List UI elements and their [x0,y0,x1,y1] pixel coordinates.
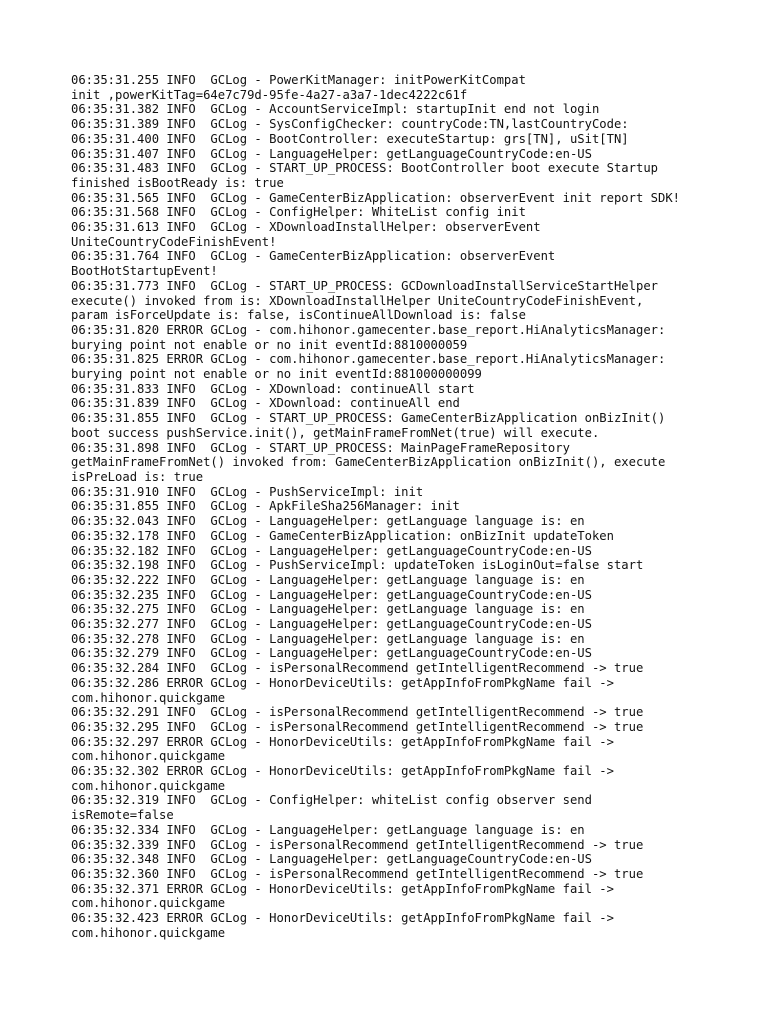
log-line: 06:35:31.820 ERROR GCLog - com.hihonor.gamecenter.base_report.HiAnalyticsManager: [71,322,666,337]
log-line: 06:35:32.291 INFO GCLog - isPersonalRecommend getIntelligentRecommend -> true [71,705,644,720]
log-line: UniteCountryCodeFinishEvent! [71,234,277,249]
log-text [71,73,751,940]
log-line: isPreLoad is: true [71,469,204,484]
log-line: 06:35:32.348 INFO GCLog - LanguageHelper: getLanguageCountryCode:en-US [71,852,592,867]
log-line: 06:35:31.855 INFO GCLog - START_UP_PROCESS: GameCenterBizApplication onBizInit() [71,411,666,426]
log-line: 06:35:32.334 INFO GCLog - LanguageHelper: getLanguage language is: en [71,822,585,837]
log-line: 06:35:31.764 INFO GCLog - GameCenterBizApplication: observerEvent [71,249,556,264]
log-line: com.hihonor.quickgame [71,749,226,764]
log-line: burying point not enable or no init eventId:881000000099 [71,367,482,382]
log-line: 06:35:31.483 INFO GCLog - START_UP_PROCESS: BootController boot execute Startup [71,161,658,176]
log-line: execute() invoked from is: XDownloadInstallHelper UniteCountryCodeFinishEvent, [71,293,644,308]
log-line: 06:35:32.178 INFO GCLog - GameCenterBizApplication: onBizInit updateToken [71,528,614,543]
log-line: com.hihonor.quickgame [71,896,226,911]
log-line: 06:35:31.839 INFO GCLog - XDownload: continueAll end [71,396,460,411]
log-line: 06:35:32.423 ERROR GCLog - HonorDeviceUtils: getAppInfoFromPkgName fail -> [71,911,614,926]
log-line: 06:35:32.222 INFO GCLog - LanguageHelper: getLanguage language is: en [71,572,585,587]
log-line: 06:35:31.833 INFO GCLog - XDownload: continueAll start [71,381,475,396]
log-line: 06:35:31.898 INFO GCLog - START_UP_PROCESS: MainPageFrameRepository [71,440,570,455]
log-line: 06:35:31.773 INFO GCLog - START_UP_PROCESS: GCDownloadInstallServiceStartHelper [71,278,658,293]
log-line: 06:35:32.286 ERROR GCLog - HonorDeviceUtils: getAppInfoFromPkgName fail -> [71,675,614,690]
log-line: 06:35:31.568 INFO GCLog - ConfigHelper: WhiteList config init [71,205,526,220]
log-line: 06:35:32.339 INFO GCLog - isPersonalRecommend getIntelligentRecommend -> true [71,837,644,852]
log-line: com.hihonor.quickgame [71,925,226,940]
log-line: 06:35:32.043 INFO GCLog - LanguageHelper: getLanguage language is: en [71,514,585,529]
log-line: 06:35:31.407 INFO GCLog - LanguageHelper: getLanguageCountryCode:en-US [71,146,592,161]
log-line: 06:35:31.910 INFO GCLog - PushServiceImpl: init [71,484,424,499]
log-line: burying point not enable or no init eventId:8810000059 [71,337,468,352]
log-line: 06:35:31.565 INFO GCLog - GameCenterBizApplication: observerEvent init report SDK! [71,190,681,205]
log-line: param isForceUpdate is: false, isContinueAllDownload is: false [71,308,526,323]
log-line: 06:35:32.198 INFO GCLog - PushServiceImpl: updateToken isLoginOut=false start [71,558,644,573]
log-line: 06:35:32.297 ERROR GCLog - HonorDeviceUtils: getAppInfoFromPkgName fail -> [71,734,614,749]
log-line: 06:35:31.613 INFO GCLog - XDownloadInstallHelper: observerEvent [71,220,541,235]
log-line: com.hihonor.quickgame [71,690,226,705]
log-line: com.hihonor.quickgame [71,778,226,793]
log-line: 06:35:32.235 INFO GCLog - LanguageHelper: getLanguageCountryCode:en-US [71,587,592,602]
log-line: BootHotStartupEvent! [71,264,218,279]
log-line: 06:35:31.400 INFO GCLog - BootController: executeStartup: grs[TN], uSit[TN] [71,131,629,146]
log-line: getMainFrameFromNet() invoked from: GameCenterBizApplication onBizInit(), execute [71,455,666,470]
log-line: 06:35:32.277 INFO GCLog - LanguageHelper: getLanguageCountryCode:en-US [71,617,592,632]
log-line: 06:35:32.319 INFO GCLog - ConfigHelper: whiteList config observer send [71,793,592,808]
log-line: 06:35:31.255 INFO GCLog - PowerKitManager: initPowerKitCompat [71,73,526,87]
log-line: 06:35:32.371 ERROR GCLog - HonorDeviceUtils: getAppInfoFromPkgName fail -> [71,881,614,896]
log-line: 06:35:31.382 INFO GCLog - AccountServiceImpl: startupInit end not login [71,102,600,117]
log-line: 06:35:32.302 ERROR GCLog - HonorDeviceUtils: getAppInfoFromPkgName fail -> [71,764,614,779]
log-line: 06:35:31.855 INFO GCLog - ApkFileSha256Manager: init [71,499,460,514]
log-line: isRemote=false [71,808,174,823]
log-line: boot success pushService.init(), getMainFrameFromNet(true) will execute. [71,425,600,440]
log-line: 06:35:32.279 INFO GCLog - LanguageHelper: getLanguageCountryCode:en-US [71,646,592,661]
log-line: 06:35:31.825 ERROR GCLog - com.hihonor.gamecenter.base_report.HiAnalyticsManager: [71,352,666,367]
log-line: 06:35:32.278 INFO GCLog - LanguageHelper: getLanguage language is: en [71,631,585,646]
log-line: 06:35:31.389 INFO GCLog - SysConfigChecker: countryCode:TN,lastCountryCode: [71,117,629,132]
log-line: 06:35:32.275 INFO GCLog - LanguageHelper: getLanguage language is: en [71,602,585,617]
log-line: 06:35:32.295 INFO GCLog - isPersonalRecommend getIntelligentRecommend -> true [71,719,644,734]
log-line: finished isBootReady is: true [71,175,284,190]
log-line: init ,powerKitTag=64e7c79d-95fe-4a27-a3a7-1dec4222c61f [71,87,468,102]
log-line: 06:35:32.182 INFO GCLog - LanguageHelper: getLanguageCountryCode:en-US [71,543,592,558]
log-line: 06:35:32.284 INFO GCLog - isPersonalRecommend getIntelligentRecommend -> true [71,661,644,676]
log-line: 06:35:32.360 INFO GCLog - isPersonalRecommend getIntelligentRecommend -> true [71,866,644,881]
